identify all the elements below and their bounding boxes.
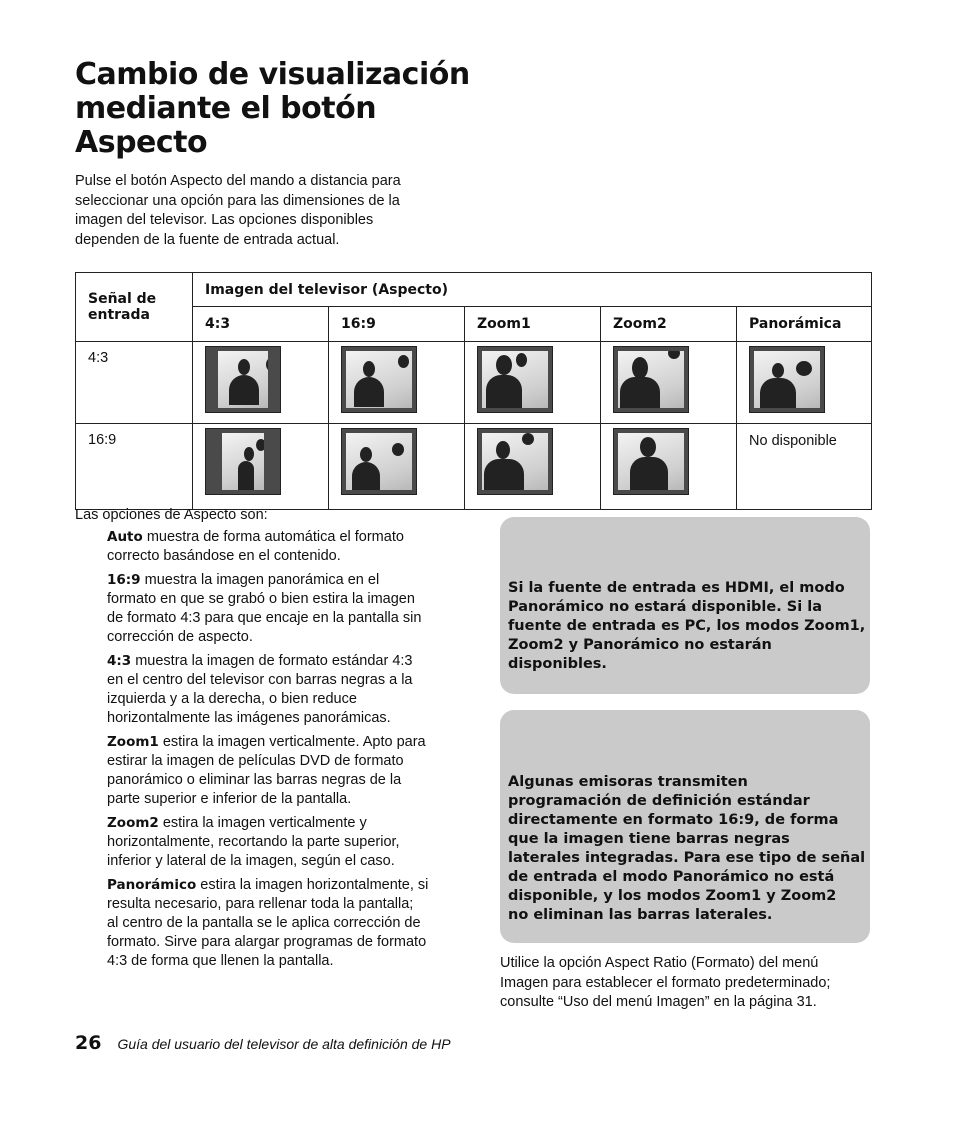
option-text: panorámico o eliminar las barras negras de la	[107, 772, 402, 788]
option-text: horizontalmente las imágenes panorámicas.	[107, 710, 391, 726]
tv-panoramic-image	[749, 346, 825, 413]
option-term: 4:3	[107, 653, 132, 669]
option-text: al centro de la pantalla se le aplica corrección de	[107, 915, 421, 931]
option-text: formato. Sirve para alargar programas de formato	[107, 934, 427, 950]
tv-zoom2-image	[613, 428, 689, 495]
option-term: Zoom2	[107, 815, 159, 831]
tv-zoom1-image	[477, 346, 553, 413]
option-text: corrección de aspecto.	[107, 629, 253, 645]
list-item	[107, 528, 452, 566]
note-box	[500, 517, 870, 694]
column-header: Zoom2	[601, 307, 737, 342]
option-text: muestra la imagen de formato estándar 4:3	[131, 653, 413, 669]
page-number: 26	[75, 1032, 102, 1054]
option-text: estira la imagen horizontalmente, si	[196, 877, 429, 893]
tv-4-3-image	[205, 428, 281, 495]
note-line: directamente en formato 16:9, de forma	[508, 812, 839, 828]
note-line: fuente de entrada es PC, los modos Zoom1,	[508, 618, 866, 634]
option-text: formato en que se grabó o bien estira la imagen	[107, 591, 415, 607]
column-header: Zoom1	[465, 307, 601, 342]
tv-16-9-image	[341, 428, 417, 495]
note-line: Zoom2 y Panorámico no estarán	[508, 637, 772, 653]
option-text: parte superior e inferior de la pantalla.	[107, 791, 352, 807]
page-footer	[75, 1032, 451, 1054]
aspect-table	[75, 272, 872, 510]
column-header: 16:9	[329, 307, 465, 342]
note-line: no eliminan las barras laterales.	[508, 907, 773, 923]
tv-4-3-image	[205, 346, 281, 413]
title-line: Aspecto	[75, 125, 208, 160]
options-list	[107, 528, 452, 976]
option-text: correcto basándose en el contenido.	[107, 548, 341, 564]
option-term: Zoom1	[107, 734, 159, 750]
outro-paragraph	[500, 954, 870, 1013]
option-term: Panorámico	[107, 877, 197, 893]
intro-line: imagen del televisor. Las opciones disponibles	[75, 212, 374, 228]
list-item	[107, 876, 452, 971]
note-line: programación de definición estándar	[508, 793, 810, 809]
signal-cell: 4:3	[76, 342, 193, 424]
option-text: izquierda y a la derecha, o bien reduce	[107, 691, 357, 707]
option-text: de formato 4:3 para que encaje en la pantalla sin	[107, 610, 422, 626]
title-line: Cambio de visualización	[75, 57, 470, 92]
option-term: Auto	[107, 529, 143, 545]
footer-text: Guía del usuario del televisor de alta definición de HP	[117, 1036, 451, 1052]
note-line: Panorámico no estará disponible. Si la	[508, 599, 822, 615]
option-text: 4:3 de forma que llenen la pantalla.	[107, 953, 334, 969]
tv-16-9-image	[341, 346, 417, 413]
outro-line: Imagen para establecer el formato predeterminado;	[500, 974, 831, 991]
tv-zoom2-image	[613, 346, 689, 413]
list-item	[107, 571, 452, 647]
page-title	[75, 58, 515, 160]
note-line: Algunas emisoras transmiten	[508, 774, 748, 790]
option-text: en el centro del televisor con barras negras a la	[107, 672, 413, 688]
list-item	[107, 814, 452, 871]
note-line: de entrada el modo Panorámico no está	[508, 869, 835, 885]
table-row	[76, 342, 872, 424]
list-item	[107, 652, 452, 728]
list-item	[107, 733, 452, 809]
intro-line: seleccionar una opción para las dimensiones de la	[75, 192, 400, 209]
signal-cell: 16:9	[76, 424, 193, 510]
outro-line: Utilice la opción Aspect Ratio (Formato) del menú	[500, 955, 819, 971]
option-text: estira la imagen verticalmente. Apto para	[158, 734, 426, 750]
tv-zoom1-image	[477, 428, 553, 495]
intro-paragraph	[75, 172, 435, 250]
note-line: laterales integradas. Para ese tipo de señal	[508, 850, 866, 866]
signal-header: Señal de entrada	[76, 273, 193, 342]
outro-line: consulte “Uso del menú Imagen” en la página 31.	[500, 994, 817, 1010]
note-box	[500, 710, 870, 943]
column-header: 4:3	[193, 307, 329, 342]
intro-line: Pulse el botón Aspecto del mando a distancia para	[75, 173, 401, 189]
table-row	[76, 424, 872, 510]
option-text: inferior y lateral de la imagen, según el caso.	[107, 853, 395, 869]
option-term: 16:9	[107, 572, 141, 588]
intro-line: dependen de la fuente de entrada actual.	[75, 231, 340, 248]
option-text: estirar la imagen de películas DVD de formato	[107, 753, 404, 769]
title-line: mediante el botón	[75, 91, 377, 126]
note-line: que la imagen tiene barras negras	[508, 831, 790, 847]
column-header: Panorámica	[737, 307, 872, 342]
options-intro: Las opciones de Aspecto son:	[75, 507, 268, 523]
unavailable-cell: No disponible	[737, 424, 872, 510]
option-text: horizontalmente, recortando la parte superior,	[107, 834, 400, 850]
option-text: muestra de forma automática el formato	[142, 529, 404, 545]
note-line: Si la fuente de entrada es HDMI, el modo	[508, 580, 845, 596]
note-line: disponibles.	[508, 656, 607, 672]
option-text: estira la imagen verticalmente y	[158, 815, 367, 831]
note-line: disponible, y los modos Zoom1 y Zoom2	[508, 888, 837, 904]
group-header: Imagen del televisor (Aspecto)	[193, 273, 872, 307]
option-text: muestra la imagen panorámica en el	[140, 572, 380, 588]
option-text: resulta necesario, para rellenar toda la pantalla;	[107, 896, 414, 912]
